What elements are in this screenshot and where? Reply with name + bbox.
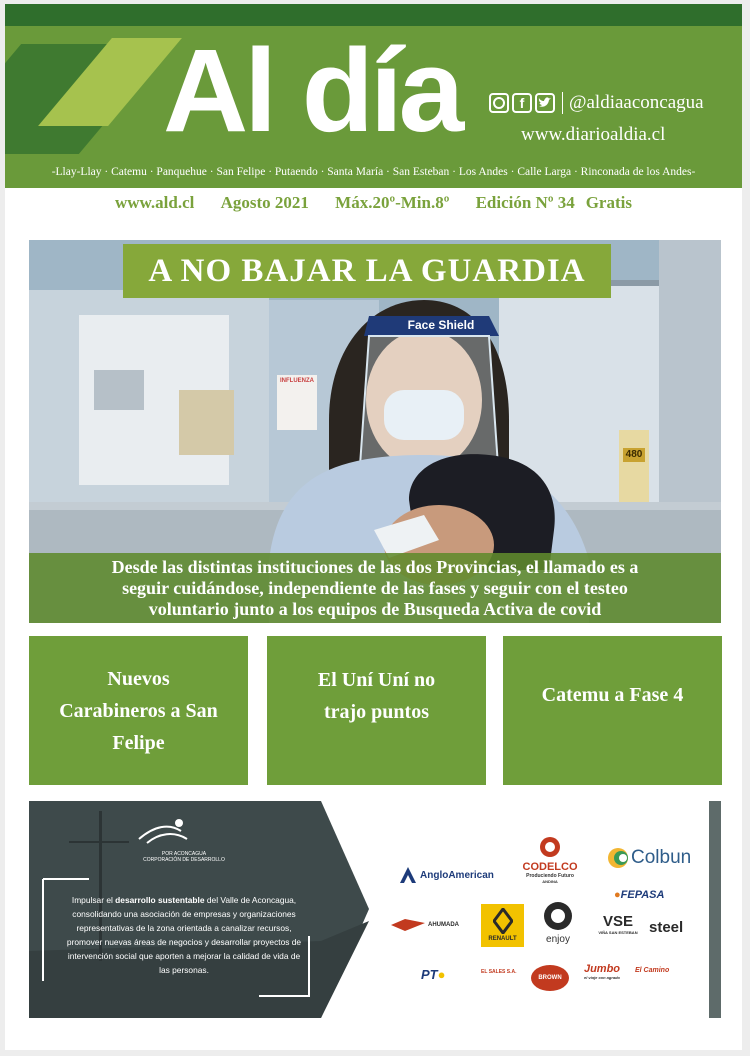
- social-links: [489, 92, 704, 114]
- logo-steel[interactable]: steel: [649, 919, 684, 936]
- logo-text: CODELCO: [522, 861, 578, 873]
- website-link[interactable]: www.diarioaldia.cl: [521, 124, 666, 145]
- logo-subtext: el viaje con agrado: [583, 975, 620, 980]
- logo-text: PT: [421, 967, 438, 982]
- codelco-icon: [538, 836, 562, 858]
- masthead-title: Al día: [163, 26, 461, 157]
- logo-ahumada[interactable]: [391, 919, 459, 931]
- anglo-icon: [399, 866, 417, 884]
- logo-subtext: Produciendo Futuro: [526, 873, 574, 879]
- logo-elcamino[interactable]: El Camino: [635, 967, 670, 974]
- logo-enjoy[interactable]: [537, 901, 579, 945]
- logo-pt[interactable]: PT●: [421, 967, 446, 982]
- story-line: Carabineros a San: [59, 699, 218, 722]
- logo-renault[interactable]: [481, 904, 524, 947]
- hero-story[interactable]: [29, 240, 721, 623]
- logo-vse[interactable]: [594, 913, 642, 935]
- top-bar: [5, 4, 742, 26]
- logo-codelco[interactable]: [519, 836, 581, 884]
- facebook-icon[interactable]: f: [512, 93, 532, 113]
- ad-text-part: del Valle de Aconcagua, consolidando una asociación de empresas y organizaciones representativas de la zona orientada a canalizar recursos, promover nuevas áreas de negocios y desarrollar proyectos de intervención social que aporten a mejorar la calidad de vida de las personas.: [66, 895, 302, 975]
- logo-text: Colbun: [631, 847, 692, 868]
- logo-text: enjoy: [546, 934, 570, 945]
- visor-label: Face Shield: [407, 318, 475, 332]
- logo-colbun[interactable]: [607, 847, 691, 869]
- headline-caption: [29, 553, 721, 623]
- caption-line: voluntario junto a los equipos de Busqueda Activa de covid: [148, 599, 602, 619]
- logo-subtext: ANDINA: [542, 879, 558, 884]
- poster-label: INFLUENZA: [280, 378, 314, 384]
- social-handle[interactable]: @aldiaaconcagua: [562, 92, 704, 114]
- logo-text: Jumbo: [583, 963, 621, 975]
- logo-text: RENAULT: [488, 936, 517, 942]
- ad-body-text: [63, 893, 305, 977]
- ahumada-icon: [391, 919, 425, 931]
- renault-icon: [493, 908, 513, 934]
- story-line: Felipe: [112, 731, 165, 754]
- logo-text: VSE: [602, 913, 633, 930]
- info-price: Gratis: [585, 193, 632, 212]
- main-headline[interactable]: A NO BAJAR LA GUARDIA: [123, 244, 611, 298]
- twitter-icon[interactable]: [535, 93, 555, 113]
- colbun-icon: [607, 847, 629, 869]
- logo-text: AHUMADA: [428, 922, 459, 928]
- logo-elsales[interactable]: EL SALES S.A.: [481, 969, 517, 975]
- ad-side-bar: [709, 801, 721, 1018]
- logo-text: FEPASA: [620, 889, 665, 901]
- ad-brand: [129, 851, 239, 863]
- story-line: El Uní Uní no: [317, 669, 436, 691]
- logo-brown[interactable]: BROWN GROUP: [531, 965, 569, 991]
- info-temperature: Máx.20º-Min.8º: [335, 193, 450, 212]
- info-site[interactable]: www.ald.cl: [115, 193, 195, 212]
- logo-subtext: VIÑA SAN ESTEBAN: [598, 930, 638, 935]
- caption-line: seguir cuidándose, independiente de las fases y seguir con el testeo: [122, 578, 628, 598]
- ad-brand-line: CORPORACIÓN DE DESARROLLO: [143, 857, 225, 863]
- logo-anglo[interactable]: [399, 866, 494, 884]
- enjoy-icon: [543, 901, 573, 931]
- ad-brand-line: POR ACONCAGUA: [161, 851, 207, 857]
- info-edition: Edición Nº 34: [475, 193, 575, 212]
- edition-info: [5, 193, 742, 213]
- story-line: Catemu a Fase 4: [541, 684, 684, 706]
- story-line: trajo puntos: [323, 701, 429, 723]
- logo-fepasa[interactable]: ●FEPASA: [614, 889, 665, 901]
- instagram-icon[interactable]: [489, 93, 509, 113]
- story-box-carabineros[interactable]: [29, 636, 248, 785]
- towns-list: -Llay-Llay · Catemu · Panquehue · San Felipe · Putaendo · Santa María · San Esteban · Los Andes · Calle Larga · Rinconada de los Andes-: [51, 166, 696, 178]
- sponsor-ad[interactable]: [29, 801, 722, 1018]
- ad-text-bold: desarrollo sustentable: [115, 895, 205, 905]
- ad-text-part: Impulsar el: [71, 895, 116, 905]
- masthead-header: [5, 26, 742, 188]
- story-box-catemu[interactable]: [503, 636, 722, 785]
- bottle-label: 480: [625, 449, 643, 460]
- logo-jumbo[interactable]: [579, 963, 625, 980]
- logo-text: AngloAmerican: [420, 869, 494, 881]
- newspaper-front-page: [5, 4, 742, 1050]
- story-line: Nuevos: [107, 667, 170, 690]
- caption-line: Desde las distintas instituciones de las dos Provincias, el llamado es a: [111, 557, 639, 577]
- info-date: Agosto 2021: [220, 193, 309, 212]
- story-box-union[interactable]: [267, 636, 486, 785]
